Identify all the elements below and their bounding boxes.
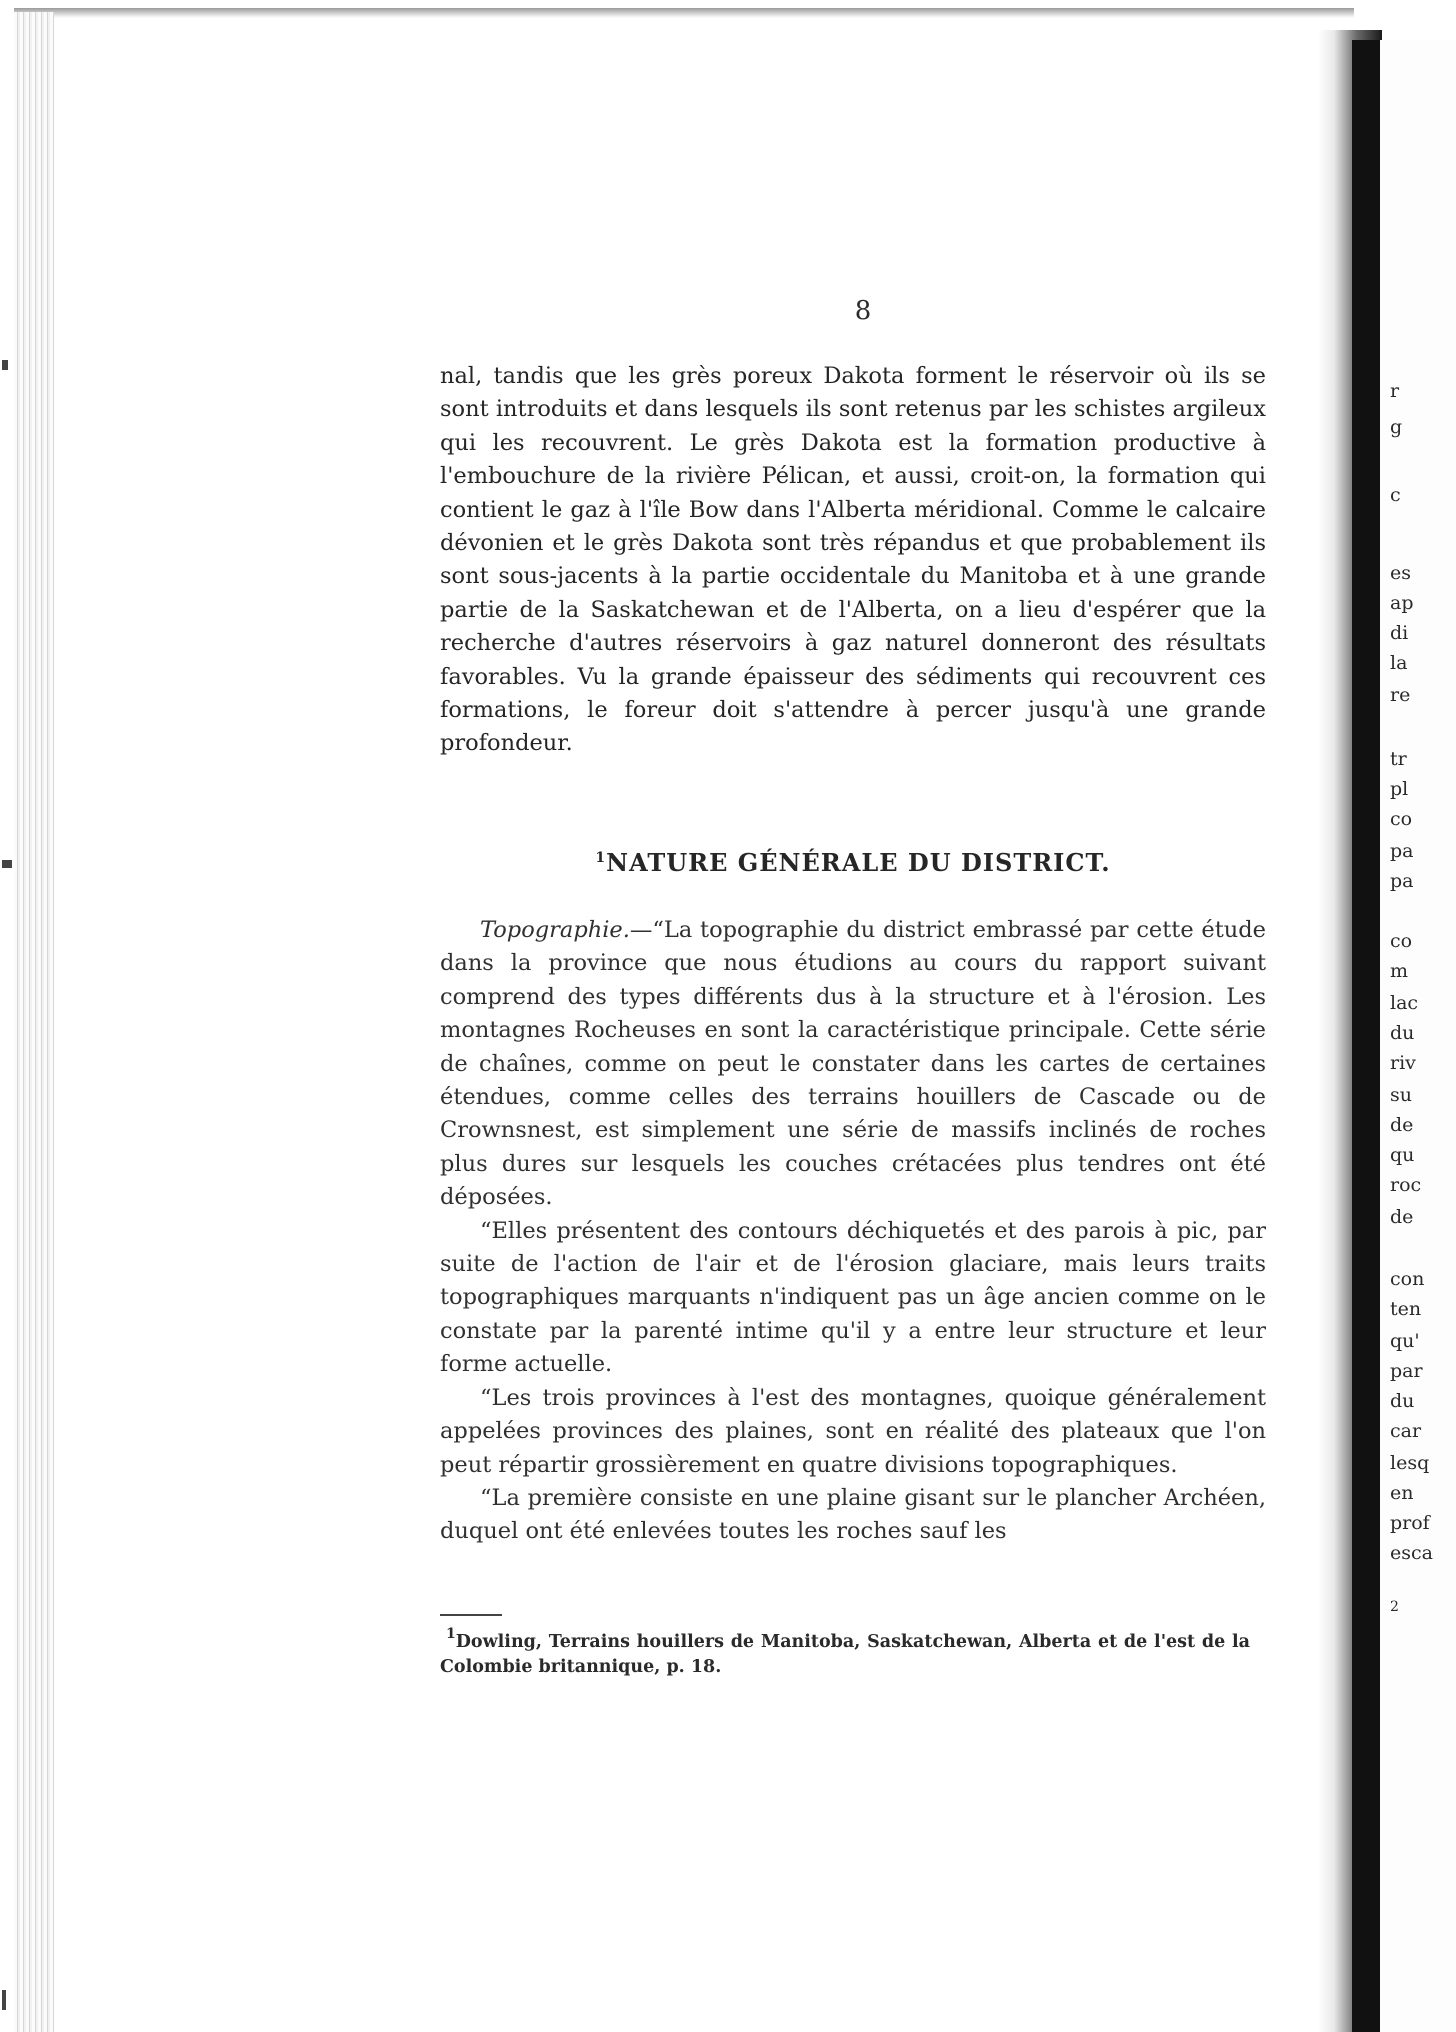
footnote (440, 1622, 1250, 1680)
body-paragraph: “Les trois provinces à l'est des montagnes, quoique généralement appelées provinces des plaines, sont en réalité des plateaux que l'on peut répartir grossièrement en quatre divisions topographiques. (440, 1384, 1266, 1478)
topography-label: Topographie. (480, 917, 630, 943)
facing-page-fragment: di (1390, 622, 1409, 644)
facing-page-fragment: esca (1390, 1542, 1433, 1564)
section-heading-text: NATURE GÉNÉRALE DU DISTRICT. (606, 848, 1111, 877)
facing-page-fragment: roc (1390, 1174, 1422, 1196)
facing-page-fragment: ap (1390, 592, 1414, 614)
facing-page-fragment: co (1390, 808, 1413, 830)
page-stack-top-edge (14, 8, 1354, 18)
margin-mark (2, 1990, 6, 2010)
facing-page-fragment: con (1390, 1268, 1425, 1290)
body-paragraph: “Elles présentent des contours déchiquetés et des parois à pic, par suite de l'action de l'air et de l'érosion glaciare, mais leurs traits topographiques marquants n'indiquent pas un âge ancien comme on le constate par la parenté intime qu'il y a entre leur structure et leur forme actuelle. (440, 1217, 1266, 1378)
facing-page-fragment: c (1390, 484, 1401, 506)
facing-page-fragment: co (1390, 930, 1413, 952)
body-paragraph: nal, tandis que les grès poreux Dakota forment le réservoir où ils se sont introduits et dans lesquels ils sont retenus par les schistes argileux qui les recouvrent. Le grès Dakota est la formation productive à l'embouchure de la rivière Pélican, et aussi, croit-on, la formation qui contient le gaz à l'île Bow dans l'Alberta méridional. Comme le calcaire dévonien et le grès Dakota sont très répandus et que probablement ils sont sous-jacents à la partie occidentale du Manitoba et à une grande partie de la Saskatchewan et de l'Alberta, on a lieu d'espérer que la recherche d'autres réservoirs à gaz naturel donneront des résultats favorables. Vu la grande épaisseur des sédiments qui recouvrent ces formations, le foreur doit s'attendre à percer jusqu'à une grande profondeur. (440, 363, 1266, 757)
facing-page-fragment: pl (1390, 778, 1409, 800)
page-number: 8 (854, 296, 872, 326)
facing-page-fragment: qu' (1390, 1330, 1420, 1352)
facing-page-fragment: lesq (1390, 1452, 1430, 1474)
facing-page-fragment: tr (1390, 748, 1407, 770)
facing-page-fragment: ten (1390, 1298, 1422, 1320)
section-heading (440, 848, 1266, 877)
facing-page-fragment: du (1390, 1390, 1415, 1412)
facing-page-fragment: riv (1390, 1052, 1416, 1074)
facing-page-fragment: r (1390, 380, 1400, 402)
facing-page-fragment: pa (1390, 840, 1414, 862)
facing-page-fragment: prof (1390, 1512, 1430, 1534)
topography-paragraph (440, 914, 1266, 1215)
facing-page-fragment: du (1390, 1022, 1415, 1044)
facing-page-fragment: de (1390, 1206, 1414, 1228)
facing-page (1380, 40, 1456, 2032)
facing-page-fragment: de (1390, 1114, 1414, 1136)
facing-page-fragment: lac (1390, 992, 1419, 1014)
facing-page-fragment: la (1390, 652, 1408, 674)
margin-mark (2, 860, 12, 868)
facing-page-fragment: re (1390, 684, 1411, 706)
footnote-rule (440, 1614, 502, 1616)
book-gutter (1352, 40, 1380, 2032)
margin-mark (2, 360, 8, 370)
facing-page-fragment: qu (1390, 1144, 1415, 1166)
footnote-marker: 1 (446, 1626, 456, 1642)
facing-page-fragment: car (1390, 1420, 1422, 1442)
facing-page-fragment: 2 (1390, 1599, 1399, 1615)
footnote-marker: 1 (595, 850, 607, 866)
facing-page-fragment: es (1390, 562, 1411, 584)
page-stack-left-edge (14, 12, 54, 2032)
facing-page-fragment: par (1390, 1360, 1423, 1382)
facing-page-fragment: g (1390, 416, 1403, 438)
facing-page-fragment: en (1390, 1482, 1414, 1504)
facing-page-fragment: su (1390, 1084, 1412, 1106)
facing-page-fragment: m (1390, 960, 1409, 982)
facing-page-fragment: pa (1390, 870, 1414, 892)
topography-text: —“La topographie du district embrassé par cette étude dans la province que nous étudions au cours du rapport suivant comprend des types différents dus à la structure et à l'érosion. Les montagnes Rocheuses en sont la caractéristique principale. Cette série de chaînes, comme on peut le constater dans les cartes de certaines étendues, comme celles des terrains houillers de Cascade ou de Crownsnest, est simplement une série de massifs inclinés de roches plus dures sur lesquels les couches crétacées plus tendres ont été déposées. (440, 917, 1266, 1211)
footnote-text: Dowling, Terrains houillers de Manitoba, Saskatchewan, Alberta et de l'est de la Colombie britannique, p. 18. (440, 1632, 1250, 1677)
section-body (440, 914, 1266, 1549)
body-paragraph: “La première consiste en une plaine gisant sur le plancher Archéen, duquel ont été enlevées toutes les roches sauf les (440, 1484, 1266, 1545)
